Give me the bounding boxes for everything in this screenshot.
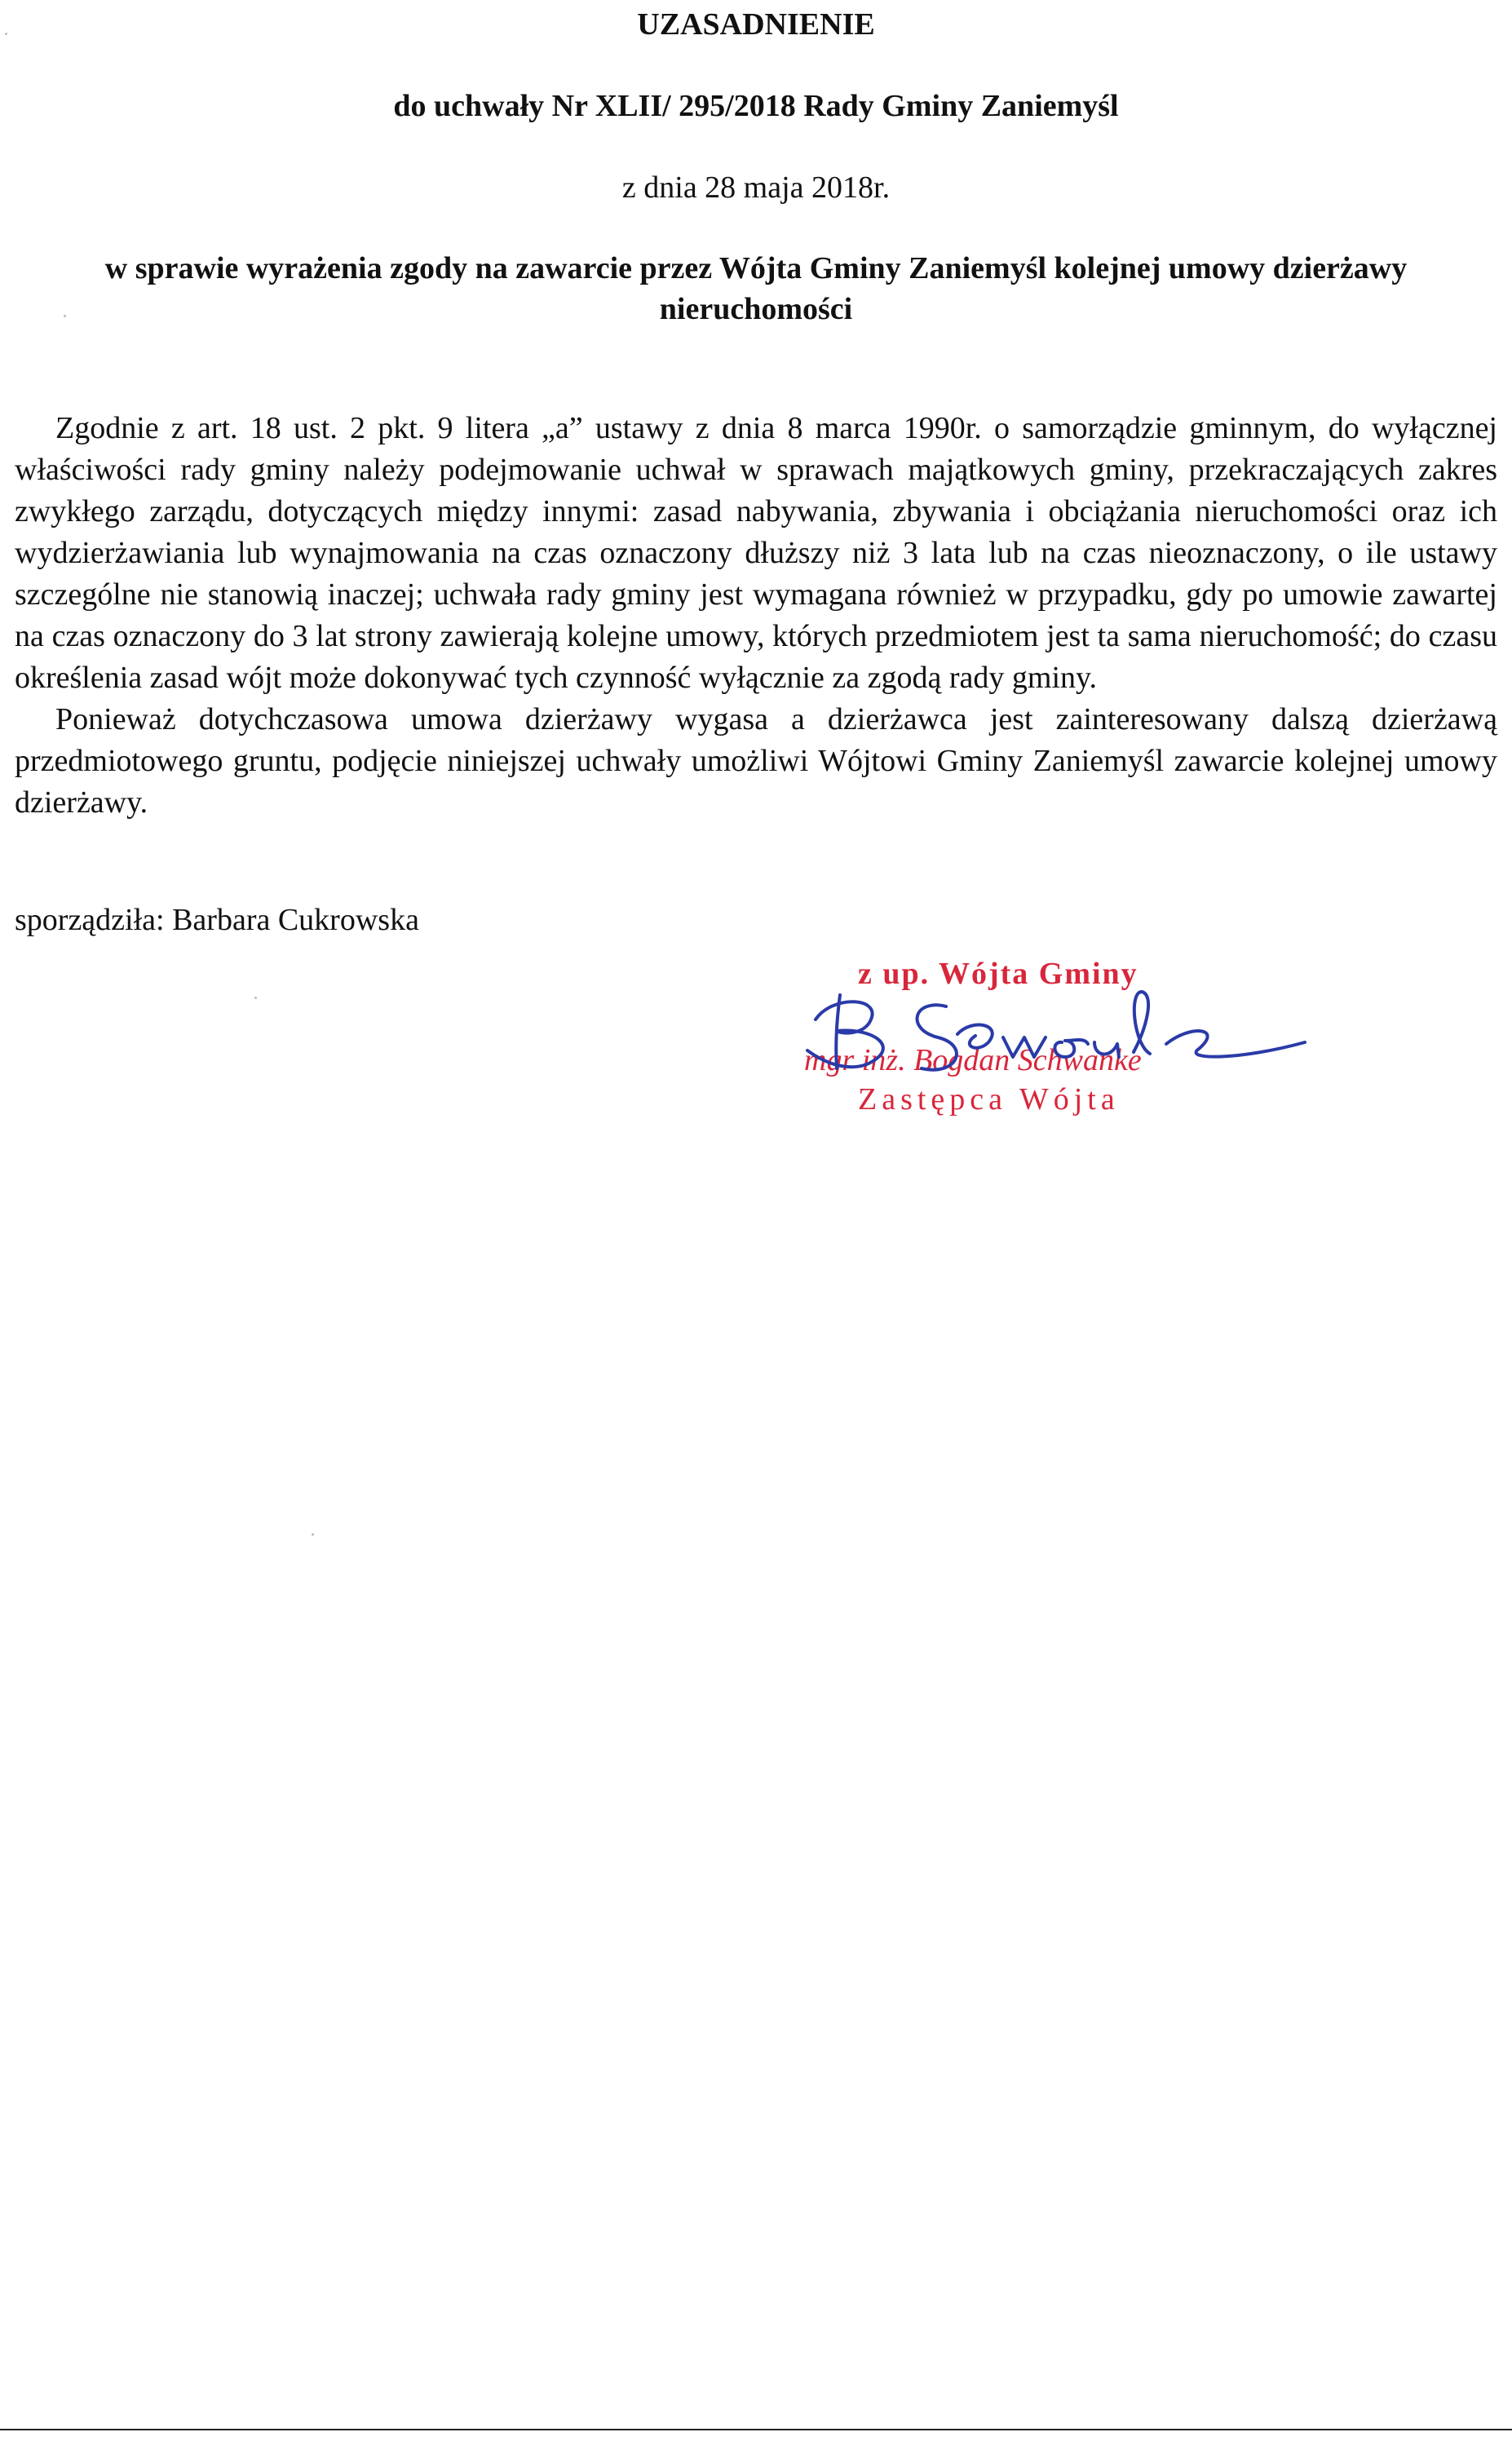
stamp-line-authority: z up. Wójta Gminy xyxy=(858,957,1138,991)
scan-speck xyxy=(254,997,257,999)
stamp-line-name: mgr inż. Bogdan Schwanke xyxy=(804,1043,1142,1077)
body-paragraph: Ponieważ dotychczasowa umowa dzierżawy wygasa a dzierżawca jest zainteresowany dalszą dzierżawą przedmiotowego gruntu, podjęcie niniejszej uchwały umożliwi Wójtowi Gminy Zaniemyśl zawarcie kolejnej umowy dzierżawy. xyxy=(15,702,1497,820)
handwritten-signature xyxy=(783,946,1370,1142)
scan-speck xyxy=(312,1533,314,1536)
page-bottom-edge xyxy=(0,2429,1512,2430)
prepared-by: sporządziła: Barbara Cukrowska xyxy=(15,903,419,937)
scan-speck xyxy=(64,315,66,317)
resolution-subject: w sprawie wyrażenia zgody na zawarcie przez Wójta Gminy Zaniemyśl kolejnej umowy dzierżawy nieruchomości xyxy=(104,251,1408,326)
official-stamp xyxy=(783,946,1370,1142)
body-paragraph: Zgodnie z art. 18 ust. 2 pkt. 9 litera „a” ustawy z dnia 8 marca 1990r. o samorządzie gminnym, do wyłącznej właściwości rady gminy należy podejmowanie uchwał w sprawach majątkowych gminy, przekraczających zakres zwykłego zarządu, dotyczących między innymi: zasad nabywania, zbywania i obciążania nieruchomości oraz ich wydzierżawiania lub wynajmowania na czas oznaczony dłuższy niż 3 lata lub na czas nieoznaczony, o ile ustawy szczególne nie stanowią inaczej; uchwała rady gminy jest wymagana również w przypadku, gdy po umowie zawartej na czas oznaczony do 3 lat strony zawierają kolejne umowy, których przedmiotem jest ta sama nieruchomość; do czasu określenia zasad wójt może dokonywać tych czynność wyłącznie za zgodą rady gminy. xyxy=(15,411,1497,695)
resolution-reference: do uchwały Nr XLII/ 295/2018 Rady Gminy Zaniemyśl xyxy=(393,89,1119,123)
resolution-date: z dnia 28 maja 2018r. xyxy=(621,170,891,205)
document-title: UZASADNIENIE xyxy=(637,7,875,42)
stamp-line-position: Zastępca Wójta xyxy=(858,1082,1120,1117)
scan-speck xyxy=(5,33,7,35)
justification-body xyxy=(15,408,1497,824)
